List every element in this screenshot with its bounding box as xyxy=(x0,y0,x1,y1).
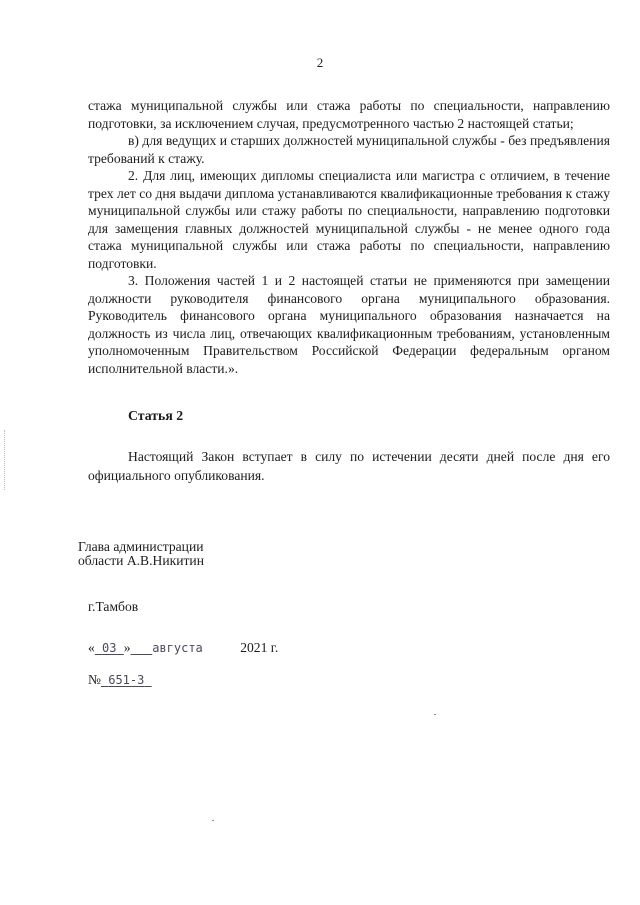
scan-speck xyxy=(212,820,214,821)
date-close-quote: » xyxy=(123,640,131,655)
date-year: 2021 г. xyxy=(240,640,279,655)
article-2-heading: Статья 2 xyxy=(128,408,184,423)
city-name: г.Тамбов xyxy=(88,599,139,614)
date-month: августа xyxy=(152,641,203,655)
scan-speck xyxy=(434,714,436,715)
date-line xyxy=(88,640,278,656)
number-sign: № xyxy=(88,672,101,687)
signature-name: области А.В.Никитин xyxy=(78,553,204,568)
signature-title: Глава администрации xyxy=(78,539,204,554)
page-number: 2 xyxy=(316,55,324,70)
date-open-quote: « xyxy=(88,640,95,655)
signature-block xyxy=(78,540,204,568)
law-body-text xyxy=(88,97,610,377)
paragraph-part-3: 3. Положения частей 1 и 2 настоящей статьи не применяются при замещении должности руководителя финансового органа муниципального образования. Руководитель финансового органа муниципального образования назначается на должность из числа лиц, отвечающих квалификационным требованиям, установленным уполномоченным Правительством Российской Федерации федеральным органом исполнительной власти.». xyxy=(88,273,610,376)
date-day: 03 xyxy=(102,641,117,655)
paragraph-item-v: в) для ведущих и старших должностей муниципальной службы - без предъявления требований к стажу. xyxy=(88,133,610,166)
law-number-line xyxy=(88,672,152,688)
paragraph-stazh-continuation: стажа муниципальной службы или стажа работы по специальности, направлению подготовки, за исключением случая, предусмотренного частью 2 настоящей статьи; xyxy=(88,98,610,131)
paragraph-part-2: 2. Для лиц, имеющих дипломы специалиста или магистра с отличием, в течение трех лет со дня выдачи диплома устанавливаются квалификационные требования к стажу муниципальной службы или стажу работы по специальности, направлению подготовки для замещения главных должностей муниципальной службы - не менее одного года стажа муниципальной службы или стажа работы по специальности, направлению подготовки. xyxy=(88,168,610,271)
scan-margin-mark xyxy=(4,430,6,490)
law-number: 651-З xyxy=(108,673,145,687)
article-2-text-block xyxy=(88,448,610,485)
article-2-text: Настоящий Закон вступает в силу по истечении десяти дней после дня его официального опубликования. xyxy=(88,449,610,483)
